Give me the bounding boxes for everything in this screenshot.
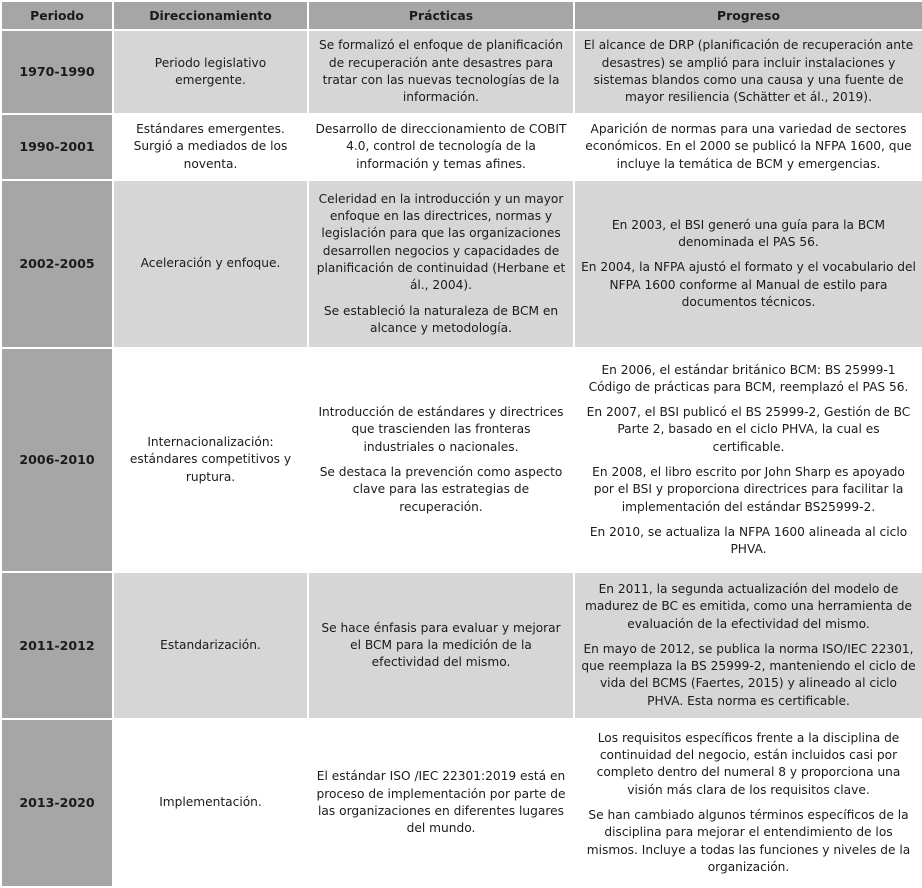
practice-text: El estándar ISO /IEC 22301:2019 está en proceso de implementación por parte de las organizaciones en diferentes lugares del mundo. xyxy=(316,769,566,836)
table-row xyxy=(1,30,922,114)
direction-cell: Aceleración y enfoque. xyxy=(113,180,308,348)
practices-cell xyxy=(308,348,574,572)
progress-cell xyxy=(574,180,922,348)
practices-cell xyxy=(308,180,574,348)
practices-cell xyxy=(308,719,574,887)
progress-text: En 2003, el BSI generó una guía para la BCM denominada el PAS 56. xyxy=(611,217,886,250)
period-cell: 1970-1990 xyxy=(1,30,113,114)
practice-text: Introducción de estándares y directrices que trascienden las fronteras industriales o nacionales. xyxy=(318,405,564,454)
direction-cell: Estandarización. xyxy=(113,572,308,719)
practices-cell xyxy=(308,30,574,114)
header-direccionamiento: Direccionamiento xyxy=(113,1,308,30)
direction-cell: Estándares emergentes. Surgió a mediados de los noventa. xyxy=(113,114,308,180)
progress-text: En 2004, la NFPA ajustó el formato y el vocabulario del NFPA 1600 conforme al Manual de estilo para documentos técnicos. xyxy=(581,260,916,309)
direction-cell: Implementación. xyxy=(113,719,308,887)
progress-text: En 2010, se actualiza la NFPA 1600 alineada al ciclo PHVA. xyxy=(589,524,908,557)
direction-cell: Periodo legislativo emergente. xyxy=(113,30,308,114)
progress-text: Se han cambiado algunos términos específicos de la disciplina para mejorar el entendimiento de los mismos. Incluye a todas las funciones y niveles de la organización. xyxy=(586,808,911,874)
progress-text: En 2006, el estándar británico BCM: BS 25999-1 Código de prácticas para BCM, reemplazó el PAS 56. xyxy=(588,362,909,394)
progress-text: En 2008, el libro escrito por John Sharp es apoyado por el BSI y proporciona directrices para facilitar la implementación del estándar BS25999-2. xyxy=(592,465,905,514)
table-row xyxy=(1,348,922,572)
table-row xyxy=(1,180,922,348)
progress-text: Aparición de normas para una variedad de sectores económicos. En el 2000 se publicó la NFPA 1600, que incluye la temática de BCM y emergencias. xyxy=(585,122,912,171)
progress-text: En 2011, la segunda actualización del modelo de madurez de BC es emitida, como una herramienta de evaluación de la efectividad del mismo. xyxy=(584,581,913,631)
progress-cell xyxy=(574,348,922,572)
period-cell: 2011-2012 xyxy=(1,572,113,719)
header-progreso: Progreso xyxy=(574,1,922,30)
progress-cell xyxy=(574,719,922,887)
practice-text: Desarrollo de direccionamiento de COBIT 4.0, control de tecnología de la información y temas afines. xyxy=(315,122,567,171)
direction-cell: Internacionalización: estándares competitivos y ruptura. xyxy=(113,348,308,572)
progress-text: El alcance de DRP (planificación de recuperación ante desastres) se amplió para incluir instalaciones y sistemas blandos como una causa y una fuente de mayor resiliencia (Schätter et ál., 2019). xyxy=(583,38,914,105)
progress-text: En 2007, el BSI publicó el BS 25999-2, Gestión de BC Parte 2, basado en el ciclo PHVA, la cual es certificable. xyxy=(586,405,911,454)
progress-cell xyxy=(574,572,922,719)
header-practicas: Prácticas xyxy=(308,1,574,30)
practice-text: Se estableció la naturaleza de BCM en alcance y metodología. xyxy=(323,303,559,335)
table-row xyxy=(1,572,922,719)
practices-cell xyxy=(308,572,574,719)
practices-cell xyxy=(308,114,574,180)
practice-text: Se formalizó el enfoque de planificación de recuperación ante desastres para tratar con las nuevas tecnologías de la información. xyxy=(319,38,563,105)
header-row xyxy=(1,1,922,30)
table-row xyxy=(1,719,922,887)
progress-cell xyxy=(574,30,922,114)
period-cell: 2013-2020 xyxy=(1,719,113,887)
table-row xyxy=(1,114,922,180)
period-cell: 1990-2001 xyxy=(1,114,113,180)
progress-text: En mayo de 2012, se publica la norma ISO/IEC 22301, que reemplaza la BS 25999-2, manteniendo el ciclo de vida del BCMS (Faertes, 2015) y alineado al ciclo PHVA. Esta norma es certificable. xyxy=(581,641,916,708)
period-cell: 2002-2005 xyxy=(1,180,113,348)
practice-text: Celeridad en la introducción y un mayor enfoque en las directrices, normas y legislación para que las organizaciones desarrollen negocios y capacidades de planificación de continuidad (Herbane et ál., 2004). xyxy=(316,191,566,293)
progress-text: Los requisitos específicos frente a la disciplina de continuidad del negocio, están incluidos casi por completo dentro del numeral 8 y proporciona una visión más clara de los requisitos clave. xyxy=(596,730,901,797)
practice-text: Se hace énfasis para evaluar y mejorar el BCM para la medición de la efectividad del mismo. xyxy=(321,620,561,670)
period-cell: 2006-2010 xyxy=(1,348,113,572)
progress-cell xyxy=(574,114,922,180)
header-periodo: Periodo xyxy=(1,1,113,30)
practice-text: Se destaca la prevención como aspecto clave para las estrategias de recuperación. xyxy=(319,465,563,514)
